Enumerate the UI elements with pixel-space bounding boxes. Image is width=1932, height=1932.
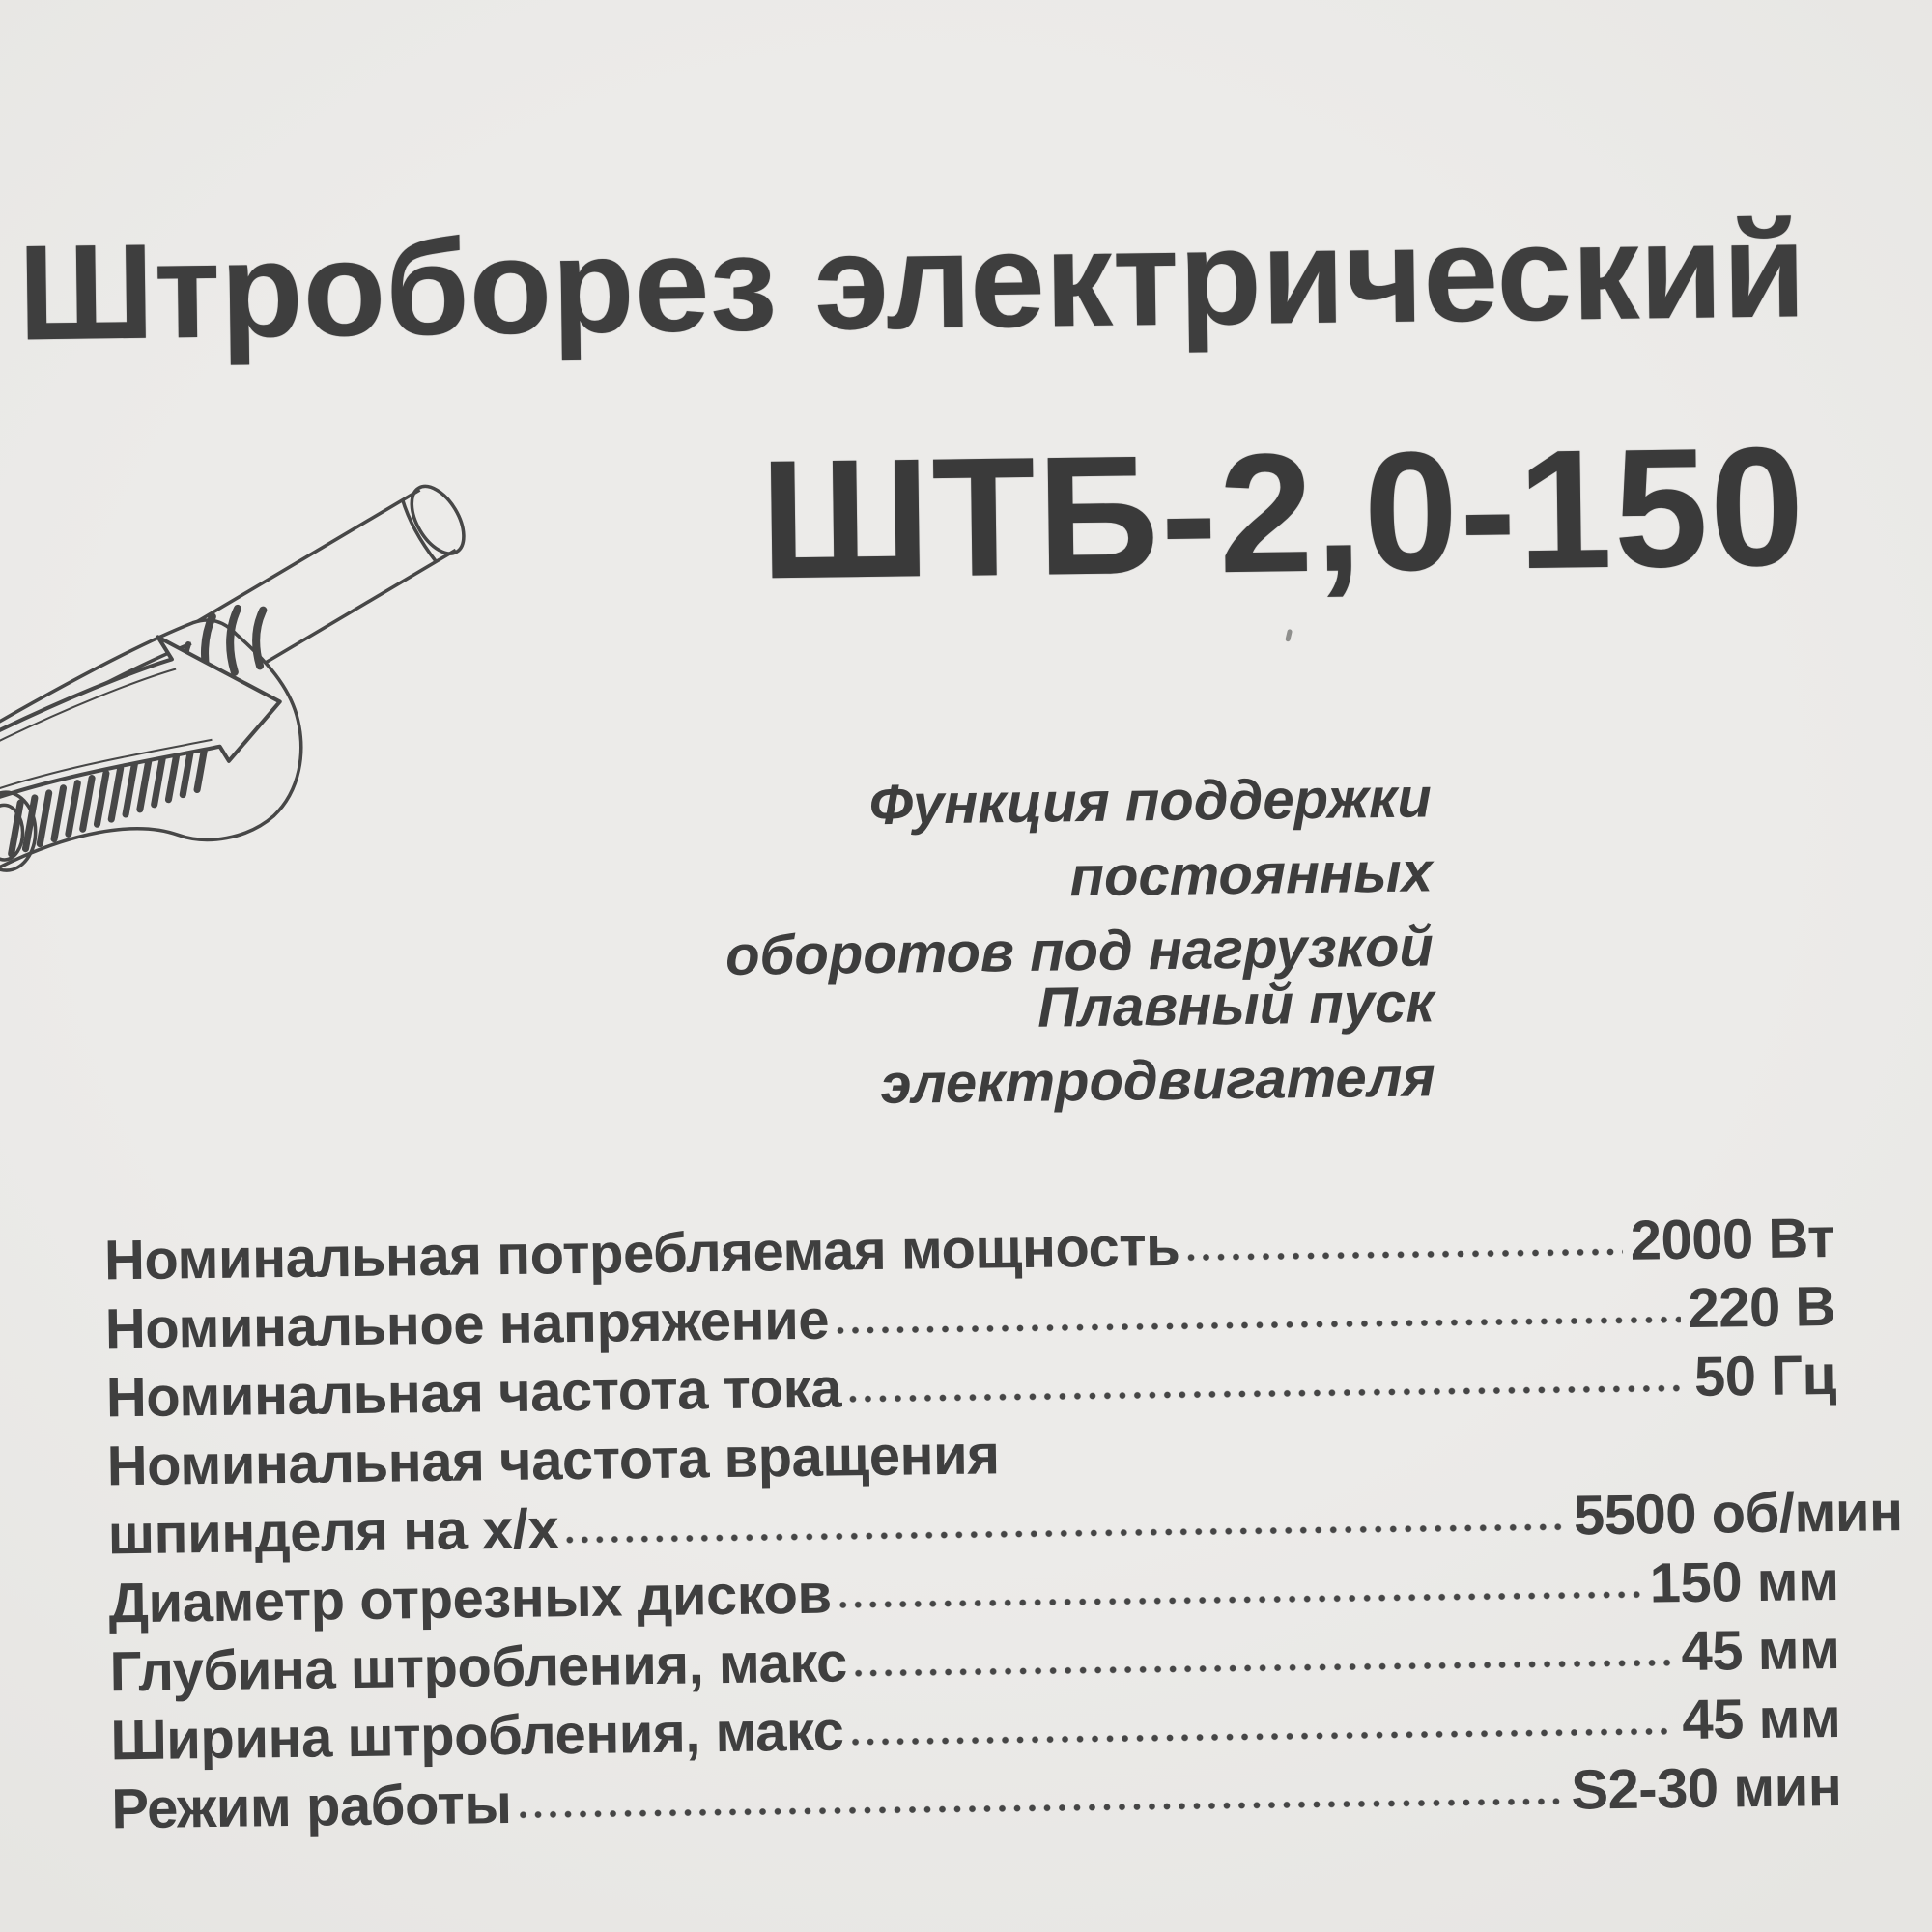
spec-value: 150 мм <box>1649 1548 1839 1615</box>
spec-value: 50 Гц <box>1693 1343 1837 1408</box>
dotted-leader <box>1183 1244 1623 1265</box>
feature-line: Функция поддержки постоянных <box>868 766 1434 909</box>
dotted-leader <box>836 1587 1642 1613</box>
spec-value: 45 мм <box>1681 1686 1841 1752</box>
dotted-leader <box>851 1655 1674 1681</box>
dotted-leader <box>847 1723 1674 1749</box>
spec-label: Диаметр отрезных дисков <box>108 1562 833 1635</box>
dotted-leader <box>562 1520 1566 1548</box>
dotted-leader <box>515 1794 1563 1823</box>
feature-line: оборотов под нагрузкой <box>724 915 1435 987</box>
spec-label: Ширина штробления, макс <box>110 1699 844 1773</box>
spec-value: 2000 Вт <box>1630 1206 1835 1272</box>
spec-label: Номинальная потребляемая мощность <box>103 1214 1180 1293</box>
spec-label: Номинальное напряжение <box>104 1288 830 1361</box>
spec-label: Номинальная частота вращения <box>106 1423 1000 1498</box>
spec-label: Номинальная частота тока <box>105 1356 842 1430</box>
spec-list <box>103 1206 1903 1845</box>
print-speck <box>1285 629 1293 642</box>
spec-label: Глубина штробления, макс <box>109 1631 848 1704</box>
product-title: Штроборез электрический <box>16 193 1807 369</box>
dotted-leader <box>845 1380 1687 1406</box>
feature-soft-start <box>580 965 1435 1125</box>
dotted-leader <box>833 1312 1681 1338</box>
product-model: ШТБ-2,0-150 <box>758 412 1807 615</box>
spec-value: 5500 об/мин <box>1573 1480 1903 1548</box>
spec-value: 45 мм <box>1681 1617 1840 1684</box>
spec-value: S2-30 мин <box>1570 1754 1842 1822</box>
feature-constant-speed <box>577 760 1434 995</box>
spec-label: Режим работы <box>111 1772 512 1841</box>
wall-chaser-illustration-icon <box>0 431 521 888</box>
feature-line: Плавный пуск электродвигателя <box>880 971 1436 1116</box>
spec-label: шпинделя на х/х <box>107 1497 559 1567</box>
spec-value: 220 В <box>1688 1274 1836 1340</box>
